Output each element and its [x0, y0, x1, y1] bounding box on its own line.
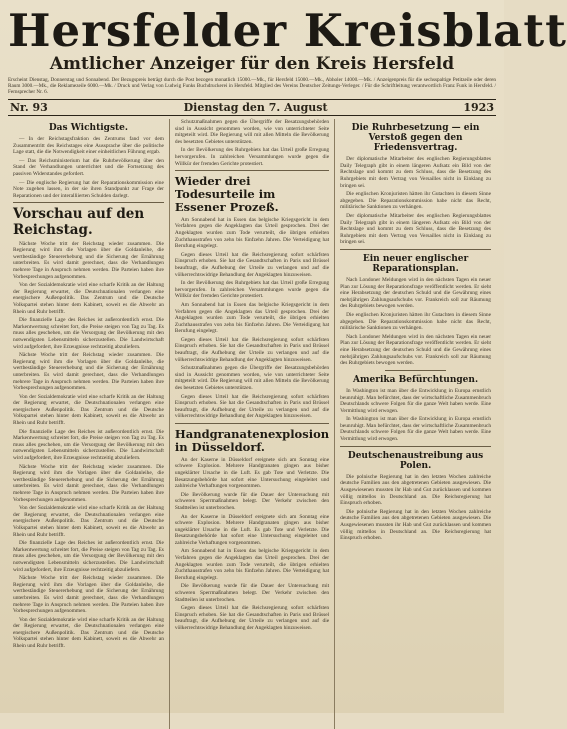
article-paragraph: Gegen dieses Urteil hat die Reichsregierung sofort schärfsten Einspruch erhoben. Sie hat die Gesandtschaften in Paris und Brüssel beauftragt, die Aufhebung der Urteile zu verlangen und auf die völkerrechtswidrige Behandlung der Angeklagten hinzuweisen. [174, 251, 330, 278]
article-paragraph: — Das Reichsministerium hat die Ruhrbevölkerung über den Stand der Verhandlungen unterrichtet und die Fortsetzung des passiven Widerstandes gefordert. [13, 157, 164, 178]
article-paragraph: Die finanzielle Lage des Reiches ist außerordentlich ernst. Die Markentwertung schreitet fort, die Preise steigen von Tag zu Tag. Es muss alles geschehen, um die Versorgung der Bevölkerung mit den notwendigsten Lebensmitteln sicherzustellen. Die Landwirtschaft wird aufgefordert, ihre Erzeugnisse rechtzeitig abzuliefern. [13, 428, 164, 462]
issue-number: Nr. 93 [10, 101, 48, 114]
article-paragraph: — Die englische Regierung hat der Reparationskommission eine Note zugehen lassen, in der sie ihren Standpunkt zur Frage der Reparationen und der interalliierten Schulden darlegt. [13, 179, 164, 199]
issue-year: 1923 [463, 101, 494, 114]
masthead-subtitle: Amtlicher Anzeiger für den Kreis Hersfeld [49, 54, 455, 74]
article-paragraph: Nach Londoner Meldungen wird in den nächsten Tagen ein neuer Plan zur Lösung der Reparationsfrage veröffentlicht werden. Er sieht eine Herabsetzung der deutschen Schuld und die Gewährung eines mehrjährigen Zahlungsaufschubs vor. Frankreich soll zur Räumung des Ruhrgebiets bewogen werden. [340, 333, 492, 367]
article-paragraph: Die Bevölkerung wurde für die Dauer der Untersuchung mit schweren Sperrmaßnahmen belegt. Der Verkehr zwischen den Stadtteilen ist unterbrochen. [174, 491, 330, 511]
article-paragraph: In der Bevölkerung des Ruhrgebiets hat das Urteil große Erregung hervorgerufen. In zahlreichen Versammlungen wurde gegen die Willkür der fremden Gerichte protestiert. [174, 147, 330, 167]
article-paragraph: Gegen dieses Urteil hat die Reichsregierung sofort schärfsten Einspruch erhoben. Sie hat die Gesandtschaften in Paris und Brüssel beauftragt, die Aufhebung der Urteile zu verlangen und auf die völkerrechtswidrige Behandlung der Angeklagten hinzuweisen. [174, 605, 330, 631]
article-paragraph: Die polnische Regierung hat in den letzten Wochen zahlreiche deutsche Familien aus den abgetretenen Gebieten ausgewiesen. Die Ausgewiesenen mussten ihr Hab und Gut zurücklassen und kommen völlig mittellos in Deutschland an. Die Reichsregierung hat Einspruch erhoben. [340, 508, 492, 542]
article-paragraph: Von der Sozialdemokratie wird eine scharfe Kritik an der Haltung der Regierung erwartet, die Deutschnationalen verlangen eine energischere Außenpolitik. Das Zentrum und die Deutsche Volkspartei stehen hinter dem Kabinett, soweit es die Abwehr an Rhein und Ruhr betrifft. [13, 282, 164, 315]
article-paragraph: Die finanzielle Lage des Reiches ist außerordentlich ernst. Die Markentwertung schreitet fort, die Preise steigen von Tag zu Tag. Es muss alles geschehen, um die Versorgung der Bevölkerung mit den notwendigsten Lebensmitteln sicherzustellen. Die Landwirtschaft wird aufgefordert, ihre Erzeugnisse rechtzeitig abzuliefern. [13, 317, 164, 350]
article-paragraph: Nächste Woche tritt der Reichstag wieder zusammen. Die Regierung wird ihm die Vorlagen über die Goldanleihe, die wertbeständige Steuererhebung und die Sicherung der Ernährung unterbreiten. Es wird damit gerechnet, dass die Verhandlungen mehrere Tage in Anspruch nehmen werden. Die Parteien haben ihre Vorbesprechungen aufgenommen. [13, 240, 164, 280]
divider [175, 170, 329, 171]
article-paragraph: Nach Londoner Meldungen wird in den nächsten Tagen ein neuer Plan zur Lösung der Reparationsfrage veröffentlicht werden. Er sieht eine Herabsetzung der deutschen Schuld und die Gewährung eines mehrjährigen Zahlungsaufschubs vor. Frankreich soll zur Räumung des Ruhrgebiets bewogen werden. [340, 277, 492, 310]
article-columns [8, 119, 496, 729]
masthead-title: Hersfelder Kreisblatt [8, 4, 567, 57]
article-paragraph: In Washington ist man über die Entwicklung in Europa ernstlich beunruhigt. Man befürchtet, dass der wirtschaftliche Zusammenbruch Deutschlands schwere Folgen für die ganze Welt haben werde. Eine Vermittlung wird erwogen. [340, 416, 492, 443]
article-paragraph: Schutzmaßnahmen gegen die Übergriffe der Besatzungsbehörden sind in Aussicht genommen worden, wie von unterrichteter Seite mitgeteilt wird. Die Regierung will mit allen Mitteln die Bevölkerung des besetzten Gebietes unterstützen. [174, 119, 330, 145]
article-paragraph: An der Kaserne in Düsseldorf ereignete sich am Sonntag eine schwere Explosion. Mehrere Handgranaten gingen aus bisher ungeklärter Ursache in die Luft. Es gab Tote und Verletzte. Die Besatzungsbehörde hat sofort eine Untersuchung eingeleitet und zahlreiche Verhaftungen vorgenommen. [174, 456, 330, 490]
divider [340, 249, 491, 250]
article-paragraph: Die Bevölkerung wurde für die Dauer der Untersuchung mit schweren Sperrmaßnahmen belegt. Der Verkehr zwischen den Stadtteilen ist unterbrochen. [174, 583, 330, 603]
column-3 [334, 119, 496, 729]
headline-handgranatenexplosion: Handgranatenexplosion in Düsseldorf. [174, 427, 330, 454]
imprint-text: Erscheint Dienstag, Donnerstag und Sonnabend. Der Bezugspreis beträgt durch die Post bezogen monatlich 15000.—Mk., für Hersfeld 15000.—Mk., Abholer 14000.—Mk. / Anzeigenpreis für die sechsspaltige Petitzeile oder deren Raum 3000.—Mk., die Reklamezeile 6000.—Mk. / Druck und Verlag von Ludwig Funks Buchdruckerei in Hersfeld. Mitglied des Vereins Deutscher Zeitungs-Verleger. / Für die Schriftleitung verantwortlich Franz Funk in Hersfeld. / Fernsprecher Nr. 6. [8, 77, 496, 96]
article-paragraph: Von der Sozialdemokratie wird eine scharfe Kritik an der Haltung der Regierung erwartet, die Deutschnationalen verlangen eine energischere Außenpolitik. Das Zentrum und die Deutsche Volkspartei stehen hinter dem Kabinett, soweit es die Abwehr an Rhein und Ruhr betrifft. [13, 505, 164, 538]
article-paragraph: — In der Reichstagsfraktion des Zentrums fand vor dem Zusammentritt des Reichstages eine Aussprache über die politische Lage statt, die die Notwendigkeit einer einheitlichen Führung ergab. [13, 136, 164, 156]
article-paragraph: Am Sonnabend hat in Essen das belgische Kriegsgericht in dem Verfahren gegen die Angeklagten das Urteil gesprochen. Drei der Angeklagten wurden zum Tode verurteilt, die übrigen erhielten Zuchthausstrafen von zehn bis fünfzehn Jahren. Die Verteidigung hat Berufung eingelegt. [174, 548, 330, 581]
article-paragraph: An der Kaserne in Düsseldorf ereignete sich am Sonntag eine schwere Explosion. Mehrere Handgranaten gingen aus bisher ungeklärter Ursache in die Luft. Es gab Tote und Verletzte. Die Besatzungsbehörde hat sofort eine Untersuchung eingeleitet und zahlreiche Verhaftungen vorgenommen. [174, 513, 330, 546]
headline-todesurteile: Wieder drei Todesurteile im Essener Prozeß. [174, 174, 279, 214]
column-2 [169, 119, 334, 729]
headline-vorschau-reichstag: Vorschau auf den Reichstag. [13, 206, 145, 238]
dateline [8, 99, 496, 116]
divider [13, 202, 164, 203]
article-paragraph: Die englischen Kronjuristen hätten ihr Gutachten in diesem Sinne abgegeben. Die Reparationskommission habe nicht das Recht, militärische Sanktionen zu verhängen. [340, 312, 492, 332]
headline-reparationsplan: Ein neuer englischer Reparationsplan. [362, 253, 469, 275]
headline-amerika: Amerika Befürchtungen. [353, 374, 479, 385]
article-paragraph: Am Sonnabend hat in Essen das belgische Kriegsgericht in dem Verfahren gegen die Angeklagten das Urteil gesprochen. Drei der Angeklagten wurden zum Tode verurteilt, die übrigen erhielten Zuchthausstrafen von zehn bis fünfzehn Jahren. Die Verteidigung hat Berufung eingelegt. [174, 216, 330, 250]
headline-das-wichtigste: Das Wichtigste. [48, 123, 129, 133]
article-paragraph: In der Bevölkerung des Ruhrgebiets hat das Urteil große Erregung hervorgerufen. In zahlreichen Versammlungen wurde gegen die Willkür der fremden Gerichte protestiert. [174, 280, 330, 300]
article-paragraph: Der diplomatische Mitarbeiter des englischen Regierungsblattes Daily Telegraph gibt in einem längeren Aufsatz ein Bild von der Rechtslage und kommt zu dem Schluss, dass die Besetzung des Ruhrgebiets mit dem Vertrag von Versailles nicht in Einklang zu bringen sei. [340, 156, 492, 189]
article-paragraph: Die englischen Kronjuristen hätten ihr Gutachten in diesem Sinne abgegeben. Die Reparationskommission habe nicht das Recht, militärische Sanktionen zu verhängen. [340, 191, 492, 211]
article-paragraph: Am Sonnabend hat in Essen das belgische Kriegsgericht in dem Verfahren gegen die Angeklagten das Urteil gesprochen. Drei der Angeklagten wurden zum Tode verurteilt, die übrigen erhielten Zuchthausstrafen von zehn bis fünfzehn Jahren. Die Verteidigung hat Berufung eingelegt. [174, 301, 330, 335]
headline-ruhrbesetzung: Die Ruhrbesetzung — ein Verstoß gegen den Friedensvertrag. [351, 123, 480, 154]
article-paragraph: Gegen dieses Urteil hat die Reichsregierung sofort schärfsten Einspruch erhoben. Sie hat die Gesandtschaften in Paris und Brüssel beauftragt, die Aufhebung der Urteile zu verlangen und auf die völkerrechtswidrige Behandlung der Angeklagten hinzuweisen. [174, 336, 330, 363]
column-1 [8, 119, 169, 729]
article-paragraph: Gegen dieses Urteil hat die Reichsregierung sofort schärfsten Einspruch erhoben. Sie hat die Gesandtschaften in Paris und Brüssel beauftragt, die Aufhebung der Urteile zu verlangen und auf die völkerrechtswidrige Behandlung der Angeklagten hinzuweisen. [174, 393, 330, 420]
article-paragraph: Nächste Woche tritt der Reichstag wieder zusammen. Die Regierung wird ihm die Vorlagen über die Goldanleihe, die wertbeständige Steuererhebung und die Sicherung der Ernährung unterbreiten. Es wird damit gerechnet, dass die Verhandlungen mehrere Tage in Anspruch nehmen werden. Die Parteien haben ihre Vorbesprechungen aufgenommen. [13, 463, 164, 503]
headline-deutschenaustreibung: Deutschenaustreibung aus Polen. [347, 450, 484, 471]
article-paragraph: Der diplomatische Mitarbeiter des englischen Regierungsblattes Daily Telegraph gibt in einem längeren Aufsatz ein Bild von der Rechtslage und kommt zu dem Schluss, dass die Besetzung des Ruhrgebiets mit dem Vertrag von Versailles nicht in Einklang zu bringen sei. [340, 212, 492, 246]
article-paragraph: Die finanzielle Lage des Reiches ist außerordentlich ernst. Die Markentwertung schreitet fort, die Preise steigen von Tag zu Tag. Es muss alles geschehen, um die Versorgung der Bevölkerung mit den notwendigsten Lebensmitteln sicherzustellen. Die Landwirtschaft wird aufgefordert, ihre Erzeugnisse rechtzeitig abzuliefern. [13, 540, 164, 573]
article-paragraph: Die polnische Regierung hat in den letzten Wochen zahlreiche deutsche Familien aus den abgetretenen Gebieten ausgewiesen. Die Ausgewiesenen mussten ihr Hab und Gut zurücklassen und kommen völlig mittellos in Deutschland an. Die Reichsregierung hat Einspruch erhoben. [340, 473, 492, 507]
article-paragraph: Nächste Woche tritt der Reichstag wieder zusammen. Die Regierung wird ihm die Vorlagen über die Goldanleihe, die wertbeständige Steuererhebung und die Sicherung der Ernährung unterbreiten. Es wird damit gerechnet, dass die Verhandlungen mehrere Tage in Anspruch nehmen werden. Die Parteien haben ihre Vorbesprechungen aufgenommen. [13, 575, 164, 615]
divider [175, 423, 329, 424]
article-paragraph: Von der Sozialdemokratie wird eine scharfe Kritik an der Haltung der Regierung erwartet, die Deutschnationalen verlangen eine energischere Außenpolitik. Das Zentrum und die Deutsche Volkspartei stehen hinter dem Kabinett, soweit es die Abwehr an Rhein und Ruhr betrifft. [13, 616, 164, 650]
divider [340, 446, 491, 447]
article-paragraph: Von der Sozialdemokratie wird eine scharfe Kritik an der Haltung der Regierung erwartet, die Deutschnationalen verlangen eine energischere Außenpolitik. Das Zentrum und die Deutsche Volkspartei stehen hinter dem Kabinett, soweit es die Abwehr an Rhein und Ruhr betrifft. [13, 393, 164, 427]
divider [385, 370, 445, 371]
article-paragraph: Nächste Woche tritt der Reichstag wieder zusammen. Die Regierung wird ihm die Vorlagen über die Goldanleihe, die wertbeständige Steuererhebung und die Sicherung der Ernährung unterbreiten. Es wird damit gerechnet, dass die Verhandlungen mehrere Tage in Anspruch nehmen werden. Die Parteien haben ihre Vorbesprechungen aufgenommen. [13, 352, 164, 392]
article-paragraph: Schutzmaßnahmen gegen die Übergriffe der Besatzungsbehörden sind in Aussicht genommen worden, wie von unterrichteter Seite mitgeteilt wird. Die Regierung will mit allen Mitteln die Bevölkerung des besetzten Gebietes unterstützen. [174, 365, 330, 392]
issue-date: Dienstag den 7. August [183, 101, 328, 114]
article-paragraph: In Washington ist man über die Entwicklung in Europa ernstlich beunruhigt. Man befürchtet, dass der wirtschaftliche Zusammenbruch Deutschlands schwere Folgen für die ganze Welt haben werde. Eine Vermittlung wird erwogen. [340, 387, 492, 414]
